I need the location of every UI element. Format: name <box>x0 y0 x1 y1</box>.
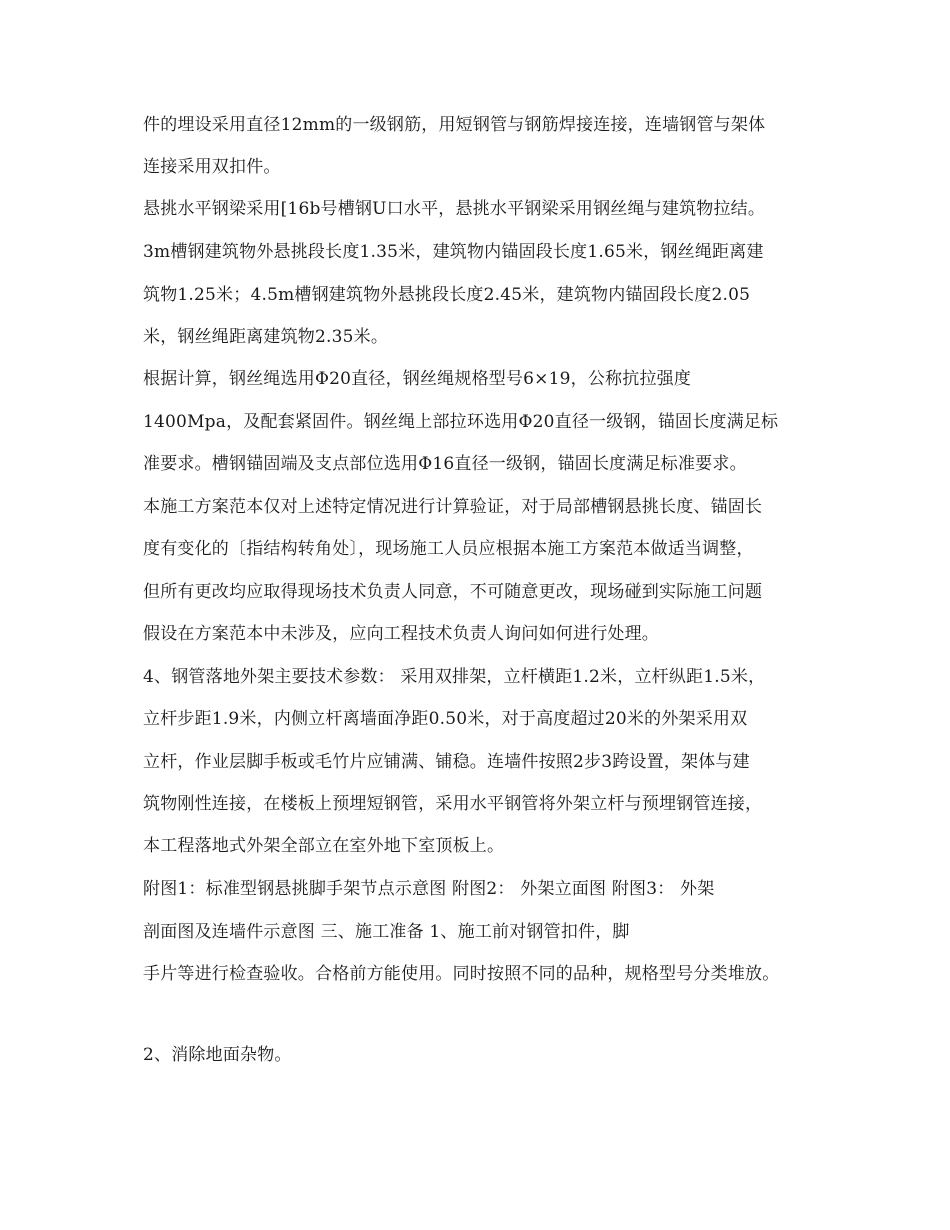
text-line: 悬挑水平钢梁采用[16b号槽钢U口水平，悬挑水平钢梁采用钢丝绳与建筑物拉结。 <box>143 199 766 219</box>
text-line: 准要求。槽钢锚固端及支点部位选用Φ16直径一级钢，锚固长度满足标准要求。 <box>143 454 747 474</box>
text-line: 1400Mpa，及配套紧固件。钢丝绳上部拉环选用Φ20直径一级钢，锚固长度满足标 <box>143 412 779 432</box>
text-line: 本施工方案范本仅对上述特定情况进行计算验证，对于局部槽钢悬挑长度、锚固长 <box>143 497 763 517</box>
text-line: 筑物1.25米；4.5m槽钢建筑物外悬挑段长度2.45米，建筑物内锚固段长度2.05 <box>143 285 751 305</box>
text-line: 度有变化的〔指结构转角处〕，现场施工人员应根据本施工方案范本做适当调整， <box>143 539 754 559</box>
text-line: 剖面图及连墙件示意图 三、施工准备 1、施工前对钢管扣件，脚 <box>143 922 630 942</box>
text-line: 立杆，作业层脚手板或毛竹片应铺满、铺稳。连墙件按照2步3跨设置，架体与建 <box>143 752 750 772</box>
text-line: 根据计算，钢丝绳选用Φ20直径，钢丝绳规格型号6×19，公称抗拉强度 <box>143 369 692 389</box>
text-line: 米，钢丝绳距离建筑物2.35米。 <box>143 327 389 347</box>
text-line: 立杆步距1.9米，内侧立杆离墙面净距0.50米，对于高度超过20米的外架采用双 <box>143 709 748 729</box>
text-line: 4、钢管落地外架主要技术参数： 采用双排架，立杆横距1.2米，立杆纵距1.5米， <box>143 667 766 687</box>
text-line: 附图1：标准型钢悬挑脚手架节点示意图 附图2： 外架立面图 附图3： 外架 <box>143 879 715 899</box>
text-line: 但所有更改均应取得现场技术负责人同意，不可随意更改，现场碰到实际施工问题 <box>143 582 763 602</box>
text-line: 筑物刚性连接，在楼板上预埋短钢管，采用水平钢管将外架立杆与预埋钢管连接， <box>143 794 763 814</box>
text-line: 假设在方案范本中未涉及，应向工程技术负责人询问如何进行处理。 <box>143 624 659 644</box>
text-line: 2、消除地面杂物。 <box>143 1045 292 1065</box>
text-line: 连接采用双扣件。 <box>143 157 281 177</box>
text-line: 件的埋设采用直径12mm的一级钢筋，用短钢管与钢筋焊接连接，连墙钢管与架体 <box>143 115 766 135</box>
text-line: 本工程落地式外架全部立在室外地下室顶板上。 <box>143 836 505 856</box>
text-line: 3m槽钢建筑物外悬挑段长度1.35米，建筑物内锚固段长度1.65米，钢丝绳距离建 <box>143 242 764 262</box>
text-line: 手片等进行检查验收。合格前方能使用。同时按照不同的品种，规格型号分类堆放。 <box>143 964 780 984</box>
